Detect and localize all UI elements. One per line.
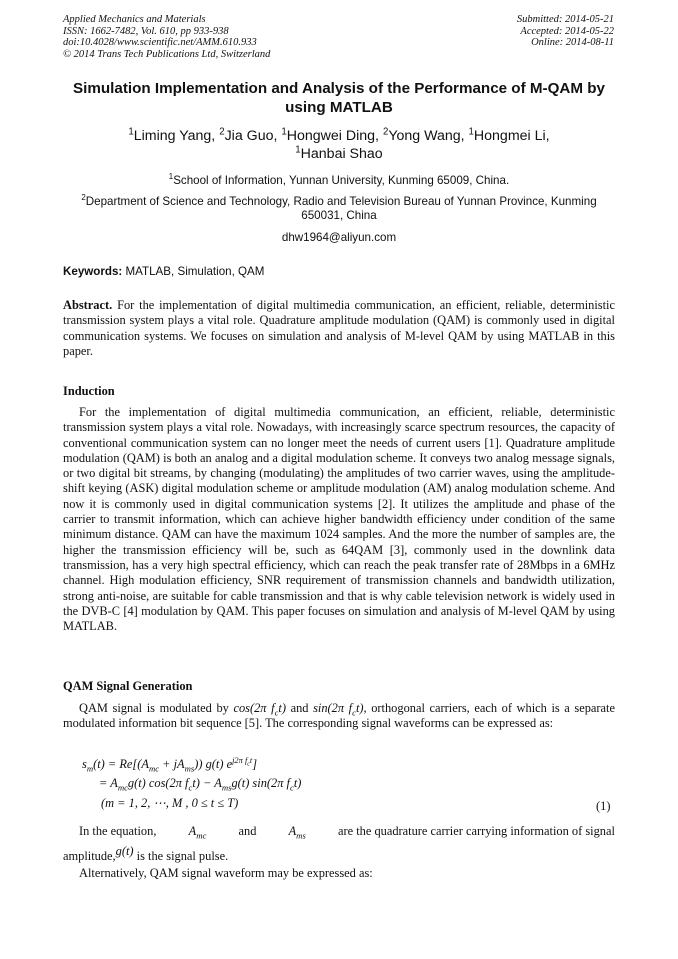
eq-exponent xyxy=(232,754,253,768)
eq-exp-t: t xyxy=(249,754,253,765)
doi[interactable]: doi:10.4028/www.scientific.net/AMM.610.933 xyxy=(63,37,257,48)
author-name: Hongmei Li, xyxy=(473,128,550,144)
accepted-date: Accepted: 2014-05-22 xyxy=(520,25,614,37)
sin-expr: sin(2π f xyxy=(313,701,353,715)
eq-lhs-sub: m xyxy=(86,763,94,774)
author-email[interactable]: dhw1964@aliyun.com xyxy=(281,231,397,244)
eq2-cos: g(t) cos(2π f xyxy=(127,776,189,790)
cos-carrier xyxy=(233,701,286,718)
qam-p1-text-a: QAM signal is modulated by xyxy=(79,701,234,715)
g-symbol: g(t) xyxy=(115,844,134,858)
eq2-c2-sub: c xyxy=(289,782,294,793)
induction-paragraph: For the implementation of digital multimedia communication, an efficient, reliable, deterministic transmission system plays a vital role. Nowadays, with increasingly scarce spectrum resources, the capacity of conventional communication system can no longer meet the needs of current users [1]. Quadrature amplitude modulation (QAM) is both an analog and a digital modulation scheme. It conveys two analog message signals, or two digital bit streams, by changing (modulating) the amplitudes of two carrier waves, using the amplitude-shift keying (ASK) digital modulation scheme or amplitude modulation (AM) analog modulation scheme. And now it is commonly used in digital communication systems [2]. It utilizes the amplitude and phase of the carrier to transmit information, which can achieve higher bandwidth efficiency under condition of the same minimum distance. QAM can have the maximum 1024 samples. And the more the number of samples are, the higher the transmission efficiency will be, such as 64QAM [3], commonly used in the downlink data transmission, has a very high spectral efficiency, which can reach the peak transfer rate of 28Mbps in a 6MHz channel. High modulation efficiency, SNR requirement of transmission channels and bandwidth utilization, strong anti-noise, are suitable for cable transmission and that is why cable television network is widely used in the DVB-C [4] modulation by QAM. This paper focuses on simulation and analysis of M-level QAM by using MATLAB. xyxy=(63,405,615,634)
affiliation-text: School of Information, Yunnan University, Kunming 65009, China. xyxy=(173,174,510,187)
eq-exp: j2π f xyxy=(232,754,248,765)
submitted-date: Submitted: 2014-05-21 xyxy=(516,14,614,25)
author-sup: 1 xyxy=(468,126,474,138)
affiliation-1 xyxy=(63,174,615,188)
author-sup: 2 xyxy=(219,126,225,138)
journal-header xyxy=(63,14,270,60)
sin-t: t) xyxy=(355,701,364,715)
ams-a: A xyxy=(288,824,297,838)
qam-paragraph-1 xyxy=(63,701,615,732)
eq-close: ] xyxy=(252,757,258,771)
author-name: Yong Wang, xyxy=(388,128,469,144)
eq-exp-sub: c xyxy=(247,761,250,768)
eq-mc-sub: mc xyxy=(148,763,160,774)
equation-line-2 xyxy=(99,776,301,791)
sin-sub: c xyxy=(352,707,356,718)
eq-lhs: s xyxy=(82,757,87,771)
qam-p1-and: and xyxy=(285,701,314,715)
eq-plus: + jA xyxy=(159,757,185,771)
eq-ms-sub: ms xyxy=(184,763,195,774)
explanation-text-b: are the quadrature carrier carrying information of signal xyxy=(338,824,615,838)
amc-a: A xyxy=(188,824,197,838)
keywords xyxy=(63,265,264,279)
author-name: Hongwei Ding, xyxy=(286,128,383,144)
ams-symbol xyxy=(273,824,306,839)
eq2-start: = A xyxy=(99,776,118,790)
cos-t: t) xyxy=(278,701,286,715)
affiliation-text: Department of Science and Technology, Radio and Television Bureau of Yunnan Province, Kunming 650031, China xyxy=(85,195,597,222)
author-sup: 2 xyxy=(382,126,389,138)
eq2-sin: g(t) sin(2π f xyxy=(231,776,290,790)
equation-number: (1) xyxy=(596,799,611,813)
author-name: Liming Yang, xyxy=(133,128,220,144)
amc-sub: mc xyxy=(196,830,207,841)
eq-re: (t) = Re[(A xyxy=(93,757,149,771)
qam-p1-rest: , orthogonal carriers, each of which is a separate modulated information bit sequence [5]. The corresponding signal waveforms can be expressed as: xyxy=(63,701,615,731)
equation-explanation-line-2 xyxy=(63,844,615,864)
journal-name: Applied Mechanics and Materials xyxy=(63,14,206,25)
eq2-t: t) − A xyxy=(192,776,222,790)
eq2-end: t) xyxy=(293,776,302,790)
ams-sub: ms xyxy=(296,830,306,841)
equation-line-1 xyxy=(82,754,258,774)
online-date: Online: 2014-08-11 xyxy=(531,37,614,48)
explanation-text-a: In the equation, xyxy=(79,824,157,838)
cos-expr: cos(2π f xyxy=(233,701,275,715)
sin-carrier xyxy=(313,701,364,718)
affiliation-sup: 1 xyxy=(168,172,174,182)
affiliation-2 xyxy=(63,195,615,223)
alternative-expression-line: Alternatively, QAM signal waveform may be expressed as: xyxy=(79,866,373,880)
equation-explanation-line-1 xyxy=(63,824,615,839)
section-heading-qam: QAM Signal Generation xyxy=(63,679,193,693)
section-heading-induction: Induction xyxy=(63,384,115,398)
eq-tail: )) g(t) e xyxy=(194,757,233,771)
abstract xyxy=(63,298,615,359)
eq2-ms-sub: ms xyxy=(221,782,232,793)
eq2-c-sub: c xyxy=(188,782,193,793)
issn: ISSN: 1662-7482, Vol. 610, pp 933-938 xyxy=(63,25,229,37)
abstract-text: For the implementation of digital multimedia communication, an efficient, reliable, deterministic transmission system plays a vital role. Quadrature amplitude modulation (QAM) is commonly used in digital communication systems. We focuses on simulation and analysis of M-level QAM by using MATLAB in this paper. xyxy=(63,298,615,358)
author-name: Hanbai Shao xyxy=(300,146,383,162)
paper-title: Simulation Implementation and Analysis of the Performance of M-QAM by using MATLAB xyxy=(73,80,605,116)
author-sup: 1 xyxy=(295,144,301,156)
author-name: Jia Guo, xyxy=(224,128,282,144)
keywords-text: MATLAB, Simulation, QAM xyxy=(122,265,265,278)
abstract-label: Abstract. xyxy=(63,298,113,312)
explanation-text-c: amplitude, xyxy=(63,849,116,863)
dates-header xyxy=(517,14,614,49)
affiliation-sup: 2 xyxy=(81,193,86,203)
author-sup: 1 xyxy=(281,126,287,138)
author-sup: 1 xyxy=(128,126,134,138)
keywords-label: Keywords: xyxy=(63,265,123,278)
amc-symbol xyxy=(173,824,207,839)
equation-line-3: (m = 1, 2, ⋯, M , 0 ≤ t ≤ T) xyxy=(101,796,239,810)
copyright: © 2014 Trans Tech Publications Ltd, Switzerland xyxy=(63,48,271,60)
author-list xyxy=(63,127,615,163)
eq2-mc-sub: mc xyxy=(117,782,128,793)
explanation-text-d: is the signal pulse. xyxy=(133,849,229,863)
explanation-and: and xyxy=(238,824,257,838)
cos-sub: c xyxy=(274,707,279,718)
